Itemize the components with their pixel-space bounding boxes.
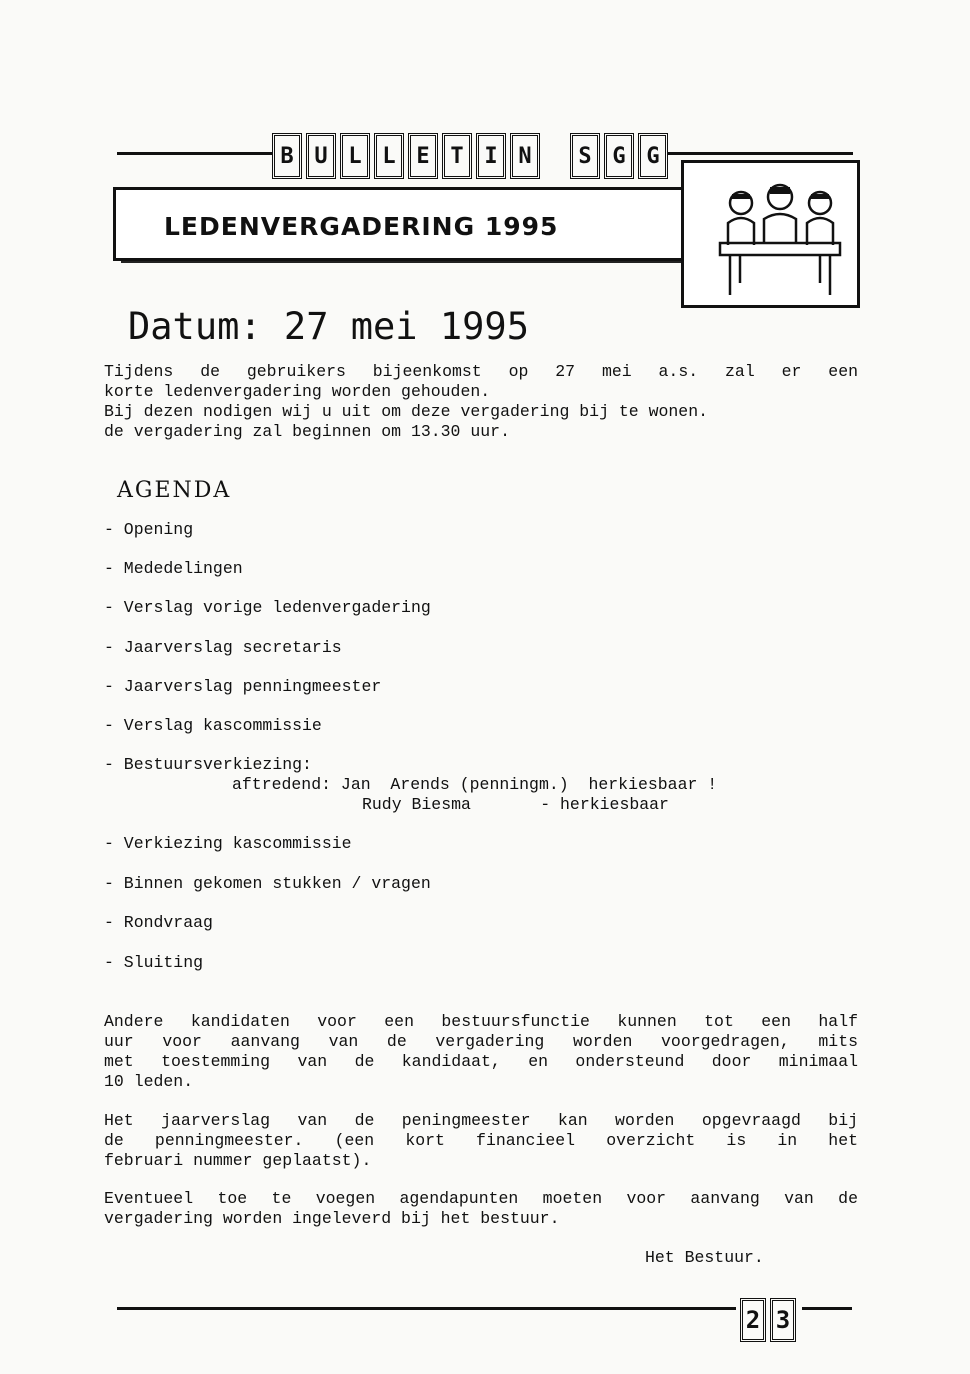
logo-letter: E [408, 133, 438, 179]
logo-letter: L [374, 133, 404, 179]
text-line: met toestemming van de kandidaat, en ondersteund door minimaal [104, 1052, 858, 1071]
jaarverslag-paragraph [104, 1111, 858, 1171]
page-number-digit: 3 [770, 1298, 796, 1342]
text-line: Tijdens de gebruikers bijeenkomst op 27 mei a.s. zal er een [104, 362, 858, 381]
logo-letter: T [442, 133, 472, 179]
agendapunten-paragraph [104, 1189, 858, 1229]
text-line: de penningmeester. (een kort financieel overzicht is in het [104, 1131, 858, 1150]
text-line: korte ledenvergadering worden gehouden. [104, 382, 491, 401]
text-line: uur voor aanvang van de vergadering worden voorgedragen, mits [104, 1032, 858, 1051]
agenda-item: - Jaarverslag penningmeester [104, 677, 382, 696]
intro-paragraph [104, 362, 858, 442]
logo-letter: N [510, 133, 540, 179]
agenda-title: AGENDA [117, 478, 232, 503]
agenda-item: - Bestuursverkiezing: [104, 755, 312, 774]
agenda-item: - Opening [104, 520, 194, 539]
footer-rule [117, 1307, 736, 1310]
logo-letter: L [340, 133, 370, 179]
text-line: Andere kandidaten voor een bestuursfunctie kunnen tot een half [104, 1012, 858, 1031]
title-banner [113, 187, 717, 261]
logo-letter: S [570, 133, 600, 179]
agenda-item: - Rondvraag [104, 913, 213, 932]
aftredend-line-1: aftredend: Jan Arends (penningm.) herkiesbaar ! [232, 775, 718, 794]
text-line: vergadering worden ingeleverd bij het bestuur. [104, 1209, 560, 1228]
page-number-digit: 2 [740, 1298, 766, 1342]
logo-letter: G [604, 133, 634, 179]
text-line: Bij dezen nodigen wij u uit om deze vergadering bij te wonen. [104, 402, 708, 421]
logo-letter: G [638, 133, 668, 179]
agenda-item: - Mededelingen [104, 559, 243, 578]
kandidaten-paragraph [104, 1012, 858, 1092]
text-line: Het jaarverslag van de peningmeester kan worden opgevraagd bij [104, 1111, 858, 1130]
agenda-item: - Verkiezing kascommissie [104, 834, 352, 853]
meeting-illustration [681, 160, 860, 308]
aftredend-line-2: Rudy Biesma - herkiesbaar [362, 795, 669, 814]
header-rule-right [660, 152, 853, 155]
people-at-table-icon [684, 163, 857, 305]
footer-rule-end [802, 1307, 852, 1310]
bulletin-sgg-logo [272, 133, 672, 179]
text-line: Eventueel toe te voegen agendapunten moeten voor aanvang van de [104, 1189, 858, 1208]
header-rule-left [117, 152, 273, 155]
agenda-item: - Sluiting [104, 953, 204, 972]
banner-title: LEDENVERGADERING 1995 [164, 212, 559, 241]
signature: Het Bestuur. [645, 1248, 764, 1267]
logo-letter: B [272, 133, 302, 179]
text-line: 10 leden. [104, 1072, 194, 1091]
meeting-date: Datum: 27 mei 1995 [128, 305, 529, 348]
agenda-item: - Jaarverslag secretaris [104, 638, 342, 657]
logo-letter: U [306, 133, 336, 179]
agenda-item: - Binnen gekomen stukken / vragen [104, 874, 431, 893]
logo-letter: I [476, 133, 506, 179]
agenda-item: - Verslag vorige ledenvergadering [104, 598, 431, 617]
agenda-item: - Verslag kascommissie [104, 716, 322, 735]
text-line: februari nummer geplaatst). [104, 1151, 372, 1170]
text-line: de vergadering zal beginnen om 13.30 uur. [104, 422, 510, 441]
